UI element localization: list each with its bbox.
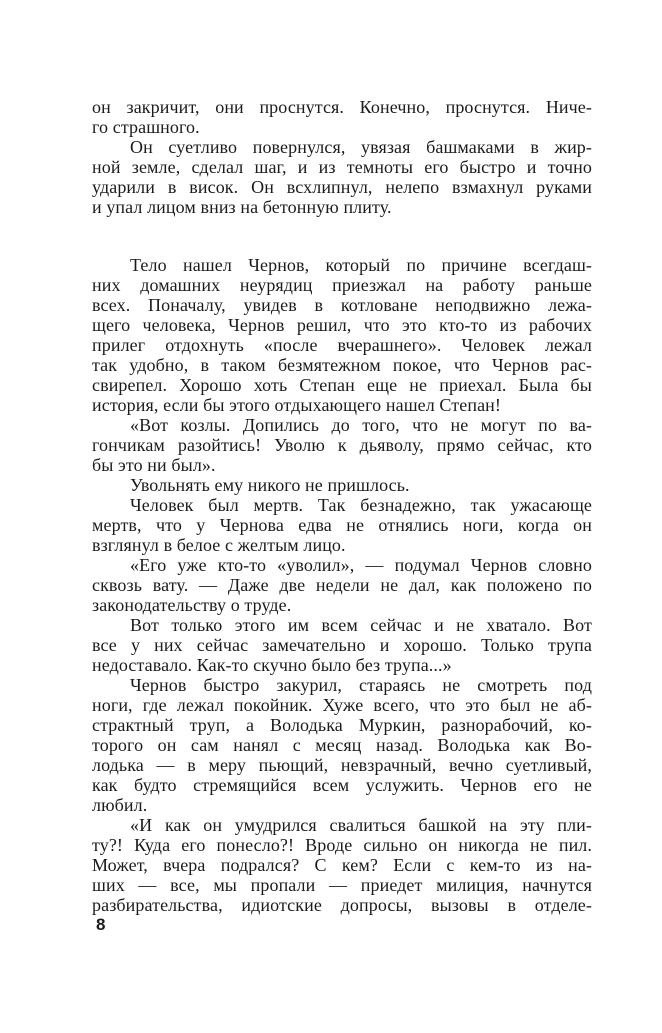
text-line: свирепел. Хорошо хоть Степан еще не приехал. Была бы	[92, 375, 592, 395]
text-line: Увольнять ему никого не пришлось.	[130, 475, 410, 495]
text-line: недоставало. Как-то скучно было без трупа...»	[92, 655, 452, 675]
text-line: законодательству о труде.	[92, 595, 292, 615]
paragraph	[92, 495, 592, 555]
text-line: Может, вчера подрался? С кем? Если с кем-то из на-	[92, 855, 592, 875]
paragraph	[92, 137, 592, 217]
text-line: все у них сейчас замечательно и хорошо. Только трупа	[92, 635, 592, 655]
text-line: как будто стремящийся всем услужить. Чернов его не	[92, 775, 592, 795]
page-number: 8	[96, 915, 106, 934]
text-line: «Вот козлы. Допились до того, что не могут по ва-	[130, 415, 592, 435]
text-line: взглянул в белое с желтым лицо.	[92, 535, 346, 555]
paragraph	[92, 475, 592, 495]
text-line: бы это ни был».	[92, 455, 216, 475]
text-line: ших — все, мы пропали — приедет милиция, начнутся	[92, 875, 592, 895]
text-line: торого он сам нанял с месяц назад. Володька как Во-	[92, 735, 592, 755]
text-line: и упал лицом вниз на бетонную плиту.	[92, 197, 392, 217]
paragraph	[92, 255, 592, 415]
text-line: лодька — в меру пьющий, невзрачный, вечно суетливый,	[92, 755, 592, 775]
text-line: щего человека, Чернов решил, что это кто-то из рабочих	[92, 315, 592, 335]
text-line: всех. Поначалу, увидев в котловане неподвижно лежа-	[92, 295, 592, 315]
text-line: мертв, что у Чернова едва не отнялись ноги, когда он	[92, 515, 592, 535]
text-line: ударили в висок. Он всхлипнул, нелепо взмахнул руками	[92, 177, 592, 197]
text-line: Человек был мертв. Так безнадежно, так ужасающе	[130, 495, 592, 515]
text-line: «И как он умудрился свалиться башкой на эту пли-	[130, 815, 592, 835]
text-line: прилег отдохнуть «после вчерашнего». Человек лежал	[92, 335, 592, 355]
paragraph	[92, 415, 592, 475]
text-line: так удобно, в таком безмятежном покое, что Чернов рас-	[92, 355, 592, 375]
text-line: сквозь вату. — Даже две недели не дал, как положено по	[92, 575, 592, 595]
paragraph	[92, 615, 592, 675]
text-line: Вот только этого им всем сейчас и не хватало. Вот	[130, 615, 592, 635]
paragraph	[92, 815, 592, 915]
text-line: Чернов быстро закурил, стараясь не смотреть под	[130, 675, 592, 695]
text-line: «Его уже кто-то «уволил», — подумал Чернов словно	[130, 555, 592, 575]
text-line: ноги, где лежал покойник. Хуже всего, что это был не аб-	[92, 695, 592, 715]
text-line: них домашних неурядиц приезжал на работу раньше	[92, 275, 592, 295]
paragraph	[92, 555, 592, 615]
text-line: Тело нашел Чернов, который по причине всегдаш-	[130, 255, 592, 275]
page-text	[92, 97, 592, 915]
text-line: он закричит, они проснутся. Конечно, проснутся. Ниче-	[92, 97, 592, 117]
scene-break	[92, 217, 592, 255]
text-line: ту?! Куда его понесло?! Вроде сильно он никогда не пил.	[92, 835, 592, 855]
text-line: го страшного.	[92, 117, 200, 137]
text-line: Он суетливо повернулся, увязая башмаками в жир-	[130, 137, 592, 157]
text-line: страктный труп, а Володька Муркин, разнорабочий, ко-	[92, 715, 592, 735]
paragraph	[92, 97, 592, 137]
text-line: история, если бы этого отдыхающего нашел Степан!	[92, 395, 501, 415]
text-line: любил.	[92, 795, 148, 815]
text-line: ной земле, сделал шаг, и из темноты его быстро и точно	[92, 157, 592, 177]
text-line: разбирательства, идиотские допросы, вызовы в отделе-	[92, 895, 592, 915]
paragraph	[92, 675, 592, 815]
text-line: гончикам разойтись! Уволю к дьяволу, прямо сейчас, кто	[92, 435, 592, 455]
